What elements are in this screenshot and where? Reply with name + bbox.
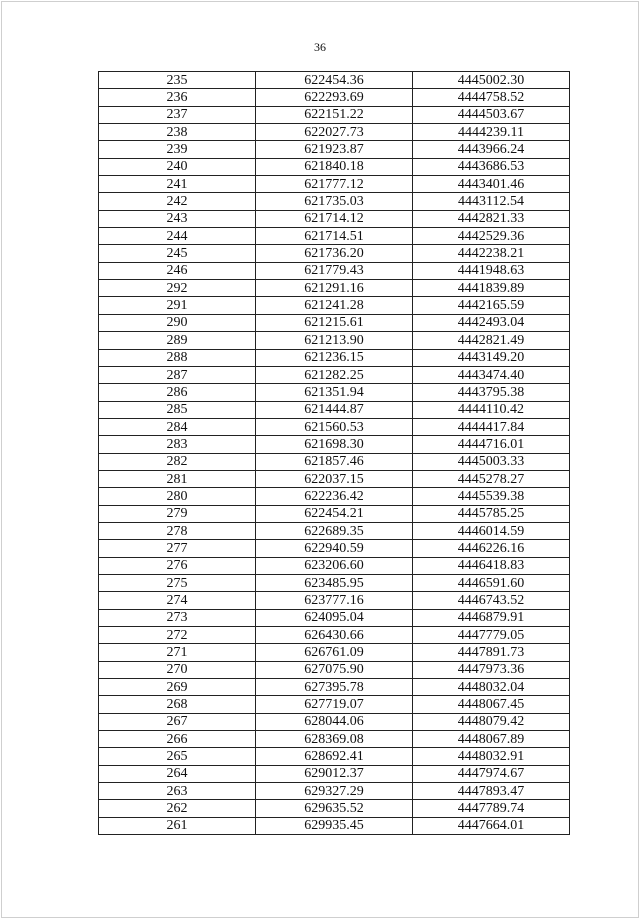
y-coordinate-cell: 4443112.54 xyxy=(413,193,570,210)
point-number-cell: 266 xyxy=(99,731,256,748)
table-row xyxy=(99,349,570,366)
x-coordinate-cell: 622037.15 xyxy=(256,470,413,487)
x-coordinate-cell: 621282.25 xyxy=(256,366,413,383)
y-coordinate-cell: 4442165.59 xyxy=(413,297,570,314)
point-number-cell: 264 xyxy=(99,765,256,782)
point-number-cell: 270 xyxy=(99,661,256,678)
x-coordinate-cell: 621714.12 xyxy=(256,210,413,227)
x-coordinate-cell: 622293.69 xyxy=(256,89,413,106)
table-row xyxy=(99,765,570,782)
x-coordinate-cell: 622027.73 xyxy=(256,124,413,141)
y-coordinate-cell: 4445785.25 xyxy=(413,505,570,522)
x-coordinate-cell: 623485.95 xyxy=(256,574,413,591)
table-row xyxy=(99,280,570,297)
table-row xyxy=(99,696,570,713)
table-row xyxy=(99,418,570,435)
table-row xyxy=(99,592,570,609)
x-coordinate-cell: 622151.22 xyxy=(256,106,413,123)
point-number-cell: 271 xyxy=(99,644,256,661)
point-number-cell: 265 xyxy=(99,748,256,765)
x-coordinate-cell: 627719.07 xyxy=(256,696,413,713)
point-number-cell: 267 xyxy=(99,713,256,730)
point-number-cell: 275 xyxy=(99,574,256,591)
table-row xyxy=(99,124,570,141)
point-number-cell: 284 xyxy=(99,418,256,435)
table-row xyxy=(99,453,570,470)
y-coordinate-cell: 4446743.52 xyxy=(413,592,570,609)
point-number-cell: 263 xyxy=(99,783,256,800)
y-coordinate-cell: 4447893.47 xyxy=(413,783,570,800)
point-number-cell: 282 xyxy=(99,453,256,470)
point-number-cell: 274 xyxy=(99,592,256,609)
y-coordinate-cell: 4443401.46 xyxy=(413,176,570,193)
x-coordinate-cell: 627075.90 xyxy=(256,661,413,678)
y-coordinate-cell: 4445003.33 xyxy=(413,453,570,470)
coordinates-table-body xyxy=(99,72,570,835)
y-coordinate-cell: 4448067.45 xyxy=(413,696,570,713)
table-row xyxy=(99,89,570,106)
y-coordinate-cell: 4446879.91 xyxy=(413,609,570,626)
x-coordinate-cell: 623777.16 xyxy=(256,592,413,609)
table-row xyxy=(99,679,570,696)
x-coordinate-cell: 621714.51 xyxy=(256,228,413,245)
table-row xyxy=(99,262,570,279)
x-coordinate-cell: 621923.87 xyxy=(256,141,413,158)
x-coordinate-cell: 621777.12 xyxy=(256,176,413,193)
y-coordinate-cell: 4441839.89 xyxy=(413,280,570,297)
x-coordinate-cell: 621444.87 xyxy=(256,401,413,418)
table-row xyxy=(99,783,570,800)
table-row xyxy=(99,661,570,678)
point-number-cell: 276 xyxy=(99,557,256,574)
table-row xyxy=(99,228,570,245)
point-number-cell: 273 xyxy=(99,609,256,626)
point-number-cell: 286 xyxy=(99,384,256,401)
x-coordinate-cell: 621215.61 xyxy=(256,314,413,331)
point-number-cell: 278 xyxy=(99,522,256,539)
x-coordinate-cell: 626761.09 xyxy=(256,644,413,661)
coordinates-table xyxy=(98,71,570,835)
point-number-cell: 238 xyxy=(99,124,256,141)
y-coordinate-cell: 4443149.20 xyxy=(413,349,570,366)
y-coordinate-cell: 4445539.38 xyxy=(413,488,570,505)
x-coordinate-cell: 629327.29 xyxy=(256,783,413,800)
table-row xyxy=(99,540,570,557)
y-coordinate-cell: 4442238.21 xyxy=(413,245,570,262)
table-row xyxy=(99,731,570,748)
y-coordinate-cell: 4443686.53 xyxy=(413,158,570,175)
point-number-cell: 285 xyxy=(99,401,256,418)
table-row xyxy=(99,401,570,418)
x-coordinate-cell: 621779.43 xyxy=(256,262,413,279)
point-number-cell: 243 xyxy=(99,210,256,227)
x-coordinate-cell: 622940.59 xyxy=(256,540,413,557)
y-coordinate-cell: 4444417.84 xyxy=(413,418,570,435)
y-coordinate-cell: 4445002.30 xyxy=(413,72,570,89)
point-number-cell: 268 xyxy=(99,696,256,713)
point-number-cell: 245 xyxy=(99,245,256,262)
point-number-cell: 283 xyxy=(99,436,256,453)
table-row xyxy=(99,297,570,314)
point-number-cell: 292 xyxy=(99,280,256,297)
y-coordinate-cell: 4448032.91 xyxy=(413,748,570,765)
table-row xyxy=(99,505,570,522)
y-coordinate-cell: 4445278.27 xyxy=(413,470,570,487)
y-coordinate-cell: 4444503.67 xyxy=(413,106,570,123)
point-number-cell: 281 xyxy=(99,470,256,487)
x-coordinate-cell: 621698.30 xyxy=(256,436,413,453)
x-coordinate-cell: 621560.53 xyxy=(256,418,413,435)
x-coordinate-cell: 621213.90 xyxy=(256,332,413,349)
y-coordinate-cell: 4444110.42 xyxy=(413,401,570,418)
table-row xyxy=(99,470,570,487)
y-coordinate-cell: 4443795.38 xyxy=(413,384,570,401)
table-row xyxy=(99,141,570,158)
table-row xyxy=(99,800,570,817)
point-number-cell: 236 xyxy=(99,89,256,106)
table-row xyxy=(99,176,570,193)
point-number-cell: 277 xyxy=(99,540,256,557)
table-row xyxy=(99,817,570,834)
y-coordinate-cell: 4446014.59 xyxy=(413,522,570,539)
x-coordinate-cell: 622236.42 xyxy=(256,488,413,505)
y-coordinate-cell: 4447779.05 xyxy=(413,627,570,644)
y-coordinate-cell: 4446591.60 xyxy=(413,574,570,591)
point-number-cell: 242 xyxy=(99,193,256,210)
table-row xyxy=(99,609,570,626)
x-coordinate-cell: 621840.18 xyxy=(256,158,413,175)
y-coordinate-cell: 4442493.04 xyxy=(413,314,570,331)
table-row xyxy=(99,488,570,505)
y-coordinate-cell: 4446418.83 xyxy=(413,557,570,574)
y-coordinate-cell: 4444716.01 xyxy=(413,436,570,453)
table-row xyxy=(99,314,570,331)
table-row xyxy=(99,210,570,227)
y-coordinate-cell: 4447974.67 xyxy=(413,765,570,782)
point-number-cell: 261 xyxy=(99,817,256,834)
point-number-cell: 288 xyxy=(99,349,256,366)
x-coordinate-cell: 622454.36 xyxy=(256,72,413,89)
point-number-cell: 244 xyxy=(99,228,256,245)
x-coordinate-cell: 624095.04 xyxy=(256,609,413,626)
table-row xyxy=(99,106,570,123)
x-coordinate-cell: 629012.37 xyxy=(256,765,413,782)
x-coordinate-cell: 628369.08 xyxy=(256,731,413,748)
table-row xyxy=(99,384,570,401)
table-row xyxy=(99,72,570,89)
table-row xyxy=(99,748,570,765)
table-row xyxy=(99,557,570,574)
point-number-cell: 241 xyxy=(99,176,256,193)
x-coordinate-cell: 628692.41 xyxy=(256,748,413,765)
y-coordinate-cell: 4448032.04 xyxy=(413,679,570,696)
table-row xyxy=(99,332,570,349)
x-coordinate-cell: 623206.60 xyxy=(256,557,413,574)
table-row xyxy=(99,574,570,591)
x-coordinate-cell: 629635.52 xyxy=(256,800,413,817)
table-row xyxy=(99,245,570,262)
y-coordinate-cell: 4443966.24 xyxy=(413,141,570,158)
x-coordinate-cell: 627395.78 xyxy=(256,679,413,696)
table-row xyxy=(99,193,570,210)
point-number-cell: 272 xyxy=(99,627,256,644)
table-row xyxy=(99,366,570,383)
x-coordinate-cell: 628044.06 xyxy=(256,713,413,730)
point-number-cell: 246 xyxy=(99,262,256,279)
point-number-cell: 291 xyxy=(99,297,256,314)
y-coordinate-cell: 4447664.01 xyxy=(413,817,570,834)
x-coordinate-cell: 626430.66 xyxy=(256,627,413,644)
point-number-cell: 279 xyxy=(99,505,256,522)
y-coordinate-cell: 4444239.11 xyxy=(413,124,570,141)
y-coordinate-cell: 4443474.40 xyxy=(413,366,570,383)
point-number-cell: 280 xyxy=(99,488,256,505)
table-row xyxy=(99,627,570,644)
y-coordinate-cell: 4442529.36 xyxy=(413,228,570,245)
y-coordinate-cell: 4447973.36 xyxy=(413,661,570,678)
x-coordinate-cell: 629935.45 xyxy=(256,817,413,834)
point-number-cell: 239 xyxy=(99,141,256,158)
x-coordinate-cell: 622689.35 xyxy=(256,522,413,539)
x-coordinate-cell: 621291.16 xyxy=(256,280,413,297)
point-number-cell: 235 xyxy=(99,72,256,89)
point-number-cell: 240 xyxy=(99,158,256,175)
x-coordinate-cell: 621351.94 xyxy=(256,384,413,401)
point-number-cell: 237 xyxy=(99,106,256,123)
page-number: 36 xyxy=(314,40,326,54)
table-row xyxy=(99,436,570,453)
table-row xyxy=(99,644,570,661)
point-number-cell: 290 xyxy=(99,314,256,331)
table-row xyxy=(99,713,570,730)
y-coordinate-cell: 4446226.16 xyxy=(413,540,570,557)
point-number-cell: 287 xyxy=(99,366,256,383)
x-coordinate-cell: 621735.03 xyxy=(256,193,413,210)
x-coordinate-cell: 621736.20 xyxy=(256,245,413,262)
point-number-cell: 262 xyxy=(99,800,256,817)
x-coordinate-cell: 621236.15 xyxy=(256,349,413,366)
x-coordinate-cell: 621241.28 xyxy=(256,297,413,314)
y-coordinate-cell: 4447789.74 xyxy=(413,800,570,817)
x-coordinate-cell: 621857.46 xyxy=(256,453,413,470)
y-coordinate-cell: 4448067.89 xyxy=(413,731,570,748)
y-coordinate-cell: 4442821.33 xyxy=(413,210,570,227)
x-coordinate-cell: 622454.21 xyxy=(256,505,413,522)
table-row xyxy=(99,158,570,175)
y-coordinate-cell: 4444758.52 xyxy=(413,89,570,106)
y-coordinate-cell: 4441948.63 xyxy=(413,262,570,279)
point-number-cell: 289 xyxy=(99,332,256,349)
y-coordinate-cell: 4447891.73 xyxy=(413,644,570,661)
point-number-cell: 269 xyxy=(99,679,256,696)
y-coordinate-cell: 4448079.42 xyxy=(413,713,570,730)
y-coordinate-cell: 4442821.49 xyxy=(413,332,570,349)
table-row xyxy=(99,522,570,539)
